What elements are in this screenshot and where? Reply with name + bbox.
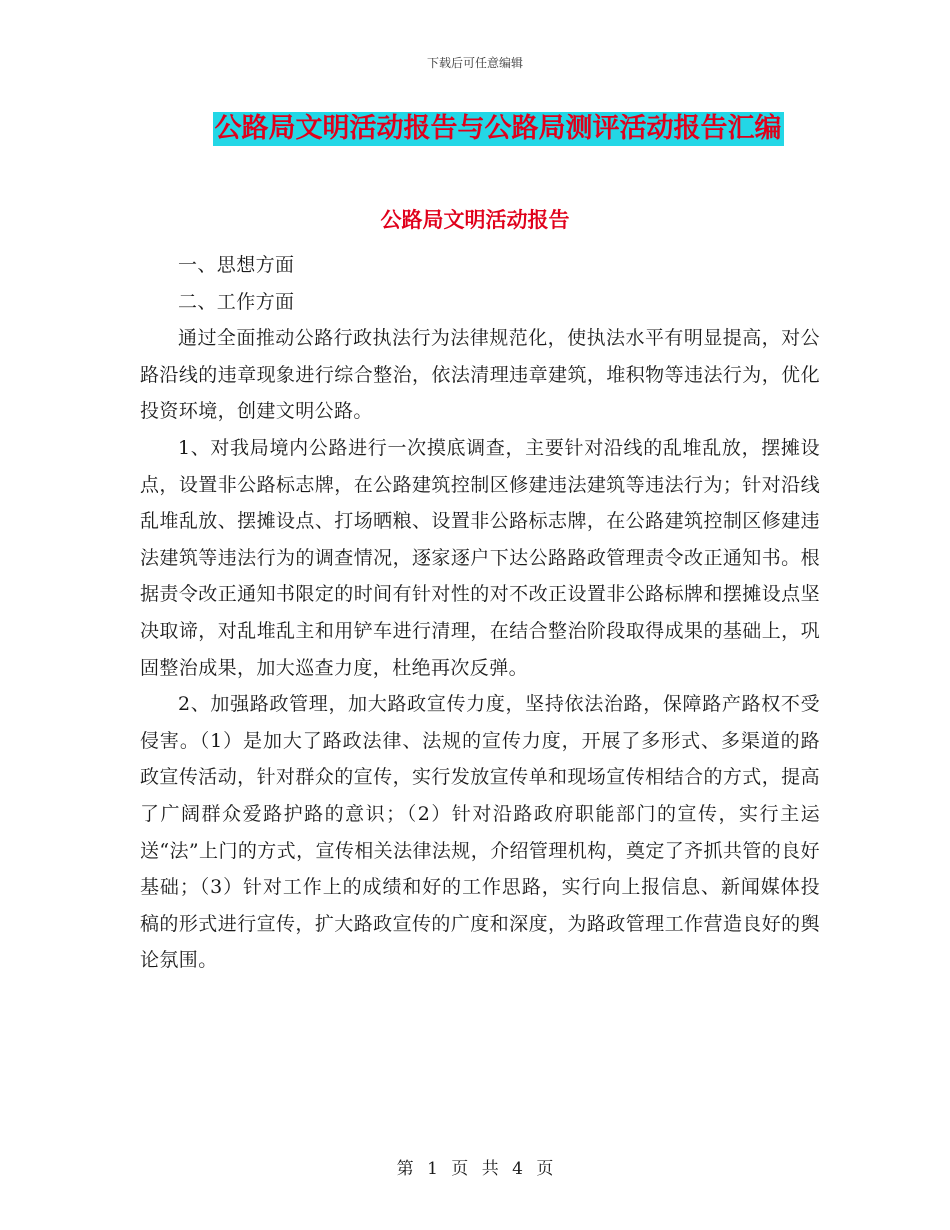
paragraph-heading-work: 二、工作方面 xyxy=(178,290,295,313)
page-prefix: 第 xyxy=(396,1159,414,1179)
header-note: 下载后可任意编辑 xyxy=(426,56,523,70)
page-mid: 页 xyxy=(451,1159,469,1179)
page-number: 1 xyxy=(427,1159,438,1179)
paragraph-item-2: 2、加强路政管理，加大路政宣传力度，坚持依法治路，保障路产路权不受侵害。（1）是加大了路政法律、法规的宣传力度，开展了多形式、多渠道的路政宣传活动，针对群众的宣传，实行发放宣传单和现场宣传相结合的方式，提高了广阔群众爱路护路的意识；（2）针对沿路政府职能部门的宣传，实行主运送“法”上门的方式，宣传相关法律法规，介绍管理机构，奠定了齐抓共管的良好基础；（3）针对工作上的成绩和好的工作思路，实行向上报信息、新闻媒体投稿的形式进行宣传，扩大路政宣传的广度和深度，为路政管理工作营造良好的舆论氛围。 xyxy=(140,693,820,972)
total-pages: 4 xyxy=(512,1159,523,1179)
page-footer xyxy=(0,1154,950,1179)
section-title: 公路局文明活动报告 xyxy=(380,208,570,232)
main-title: 公路局文明活动报告与公路局测评活动报告汇编 xyxy=(214,113,782,144)
page-suffix: 页 xyxy=(536,1159,554,1179)
document-body xyxy=(140,247,820,979)
main-title-container xyxy=(0,112,950,146)
paragraph-intro: 通过全面推动公路行政执法行为法律规范化，使执法水平有明显提高，对公路沿线的违章现象进行综合整治，依法清理违章建筑，堆积物等违法行为，优化投资环境，创建文明公路。 xyxy=(140,327,820,423)
total-prefix: 共 xyxy=(481,1159,499,1179)
paragraph-heading-thought: 一、思想方面 xyxy=(178,254,295,276)
paragraph-item-1: 1、对我局境内公路进行一次摸底调查，主要针对沿线的乱堆乱放，摆摊设点，设置非公路标志牌，在公路建筑控制区修建违法建筑等违法行为；针对沿线乱堆乱放、摆摊设点、打场晒粮、设置非公路标志牌，在公路建筑控制区修建违法建筑等违法行为的调查情况，逐家逐户下达公路路政管理责令改正通知书。根据责令改正通知书限定的时间有针对性的对不改正设置非公路标牌和摆摊设点坚决取谛，对乱堆乱主和用铲车进行清理，在结合整治阶段取得成果的基础上，巩固整治成果，加大巡查力度，杜绝再次反弹。 xyxy=(140,436,820,679)
